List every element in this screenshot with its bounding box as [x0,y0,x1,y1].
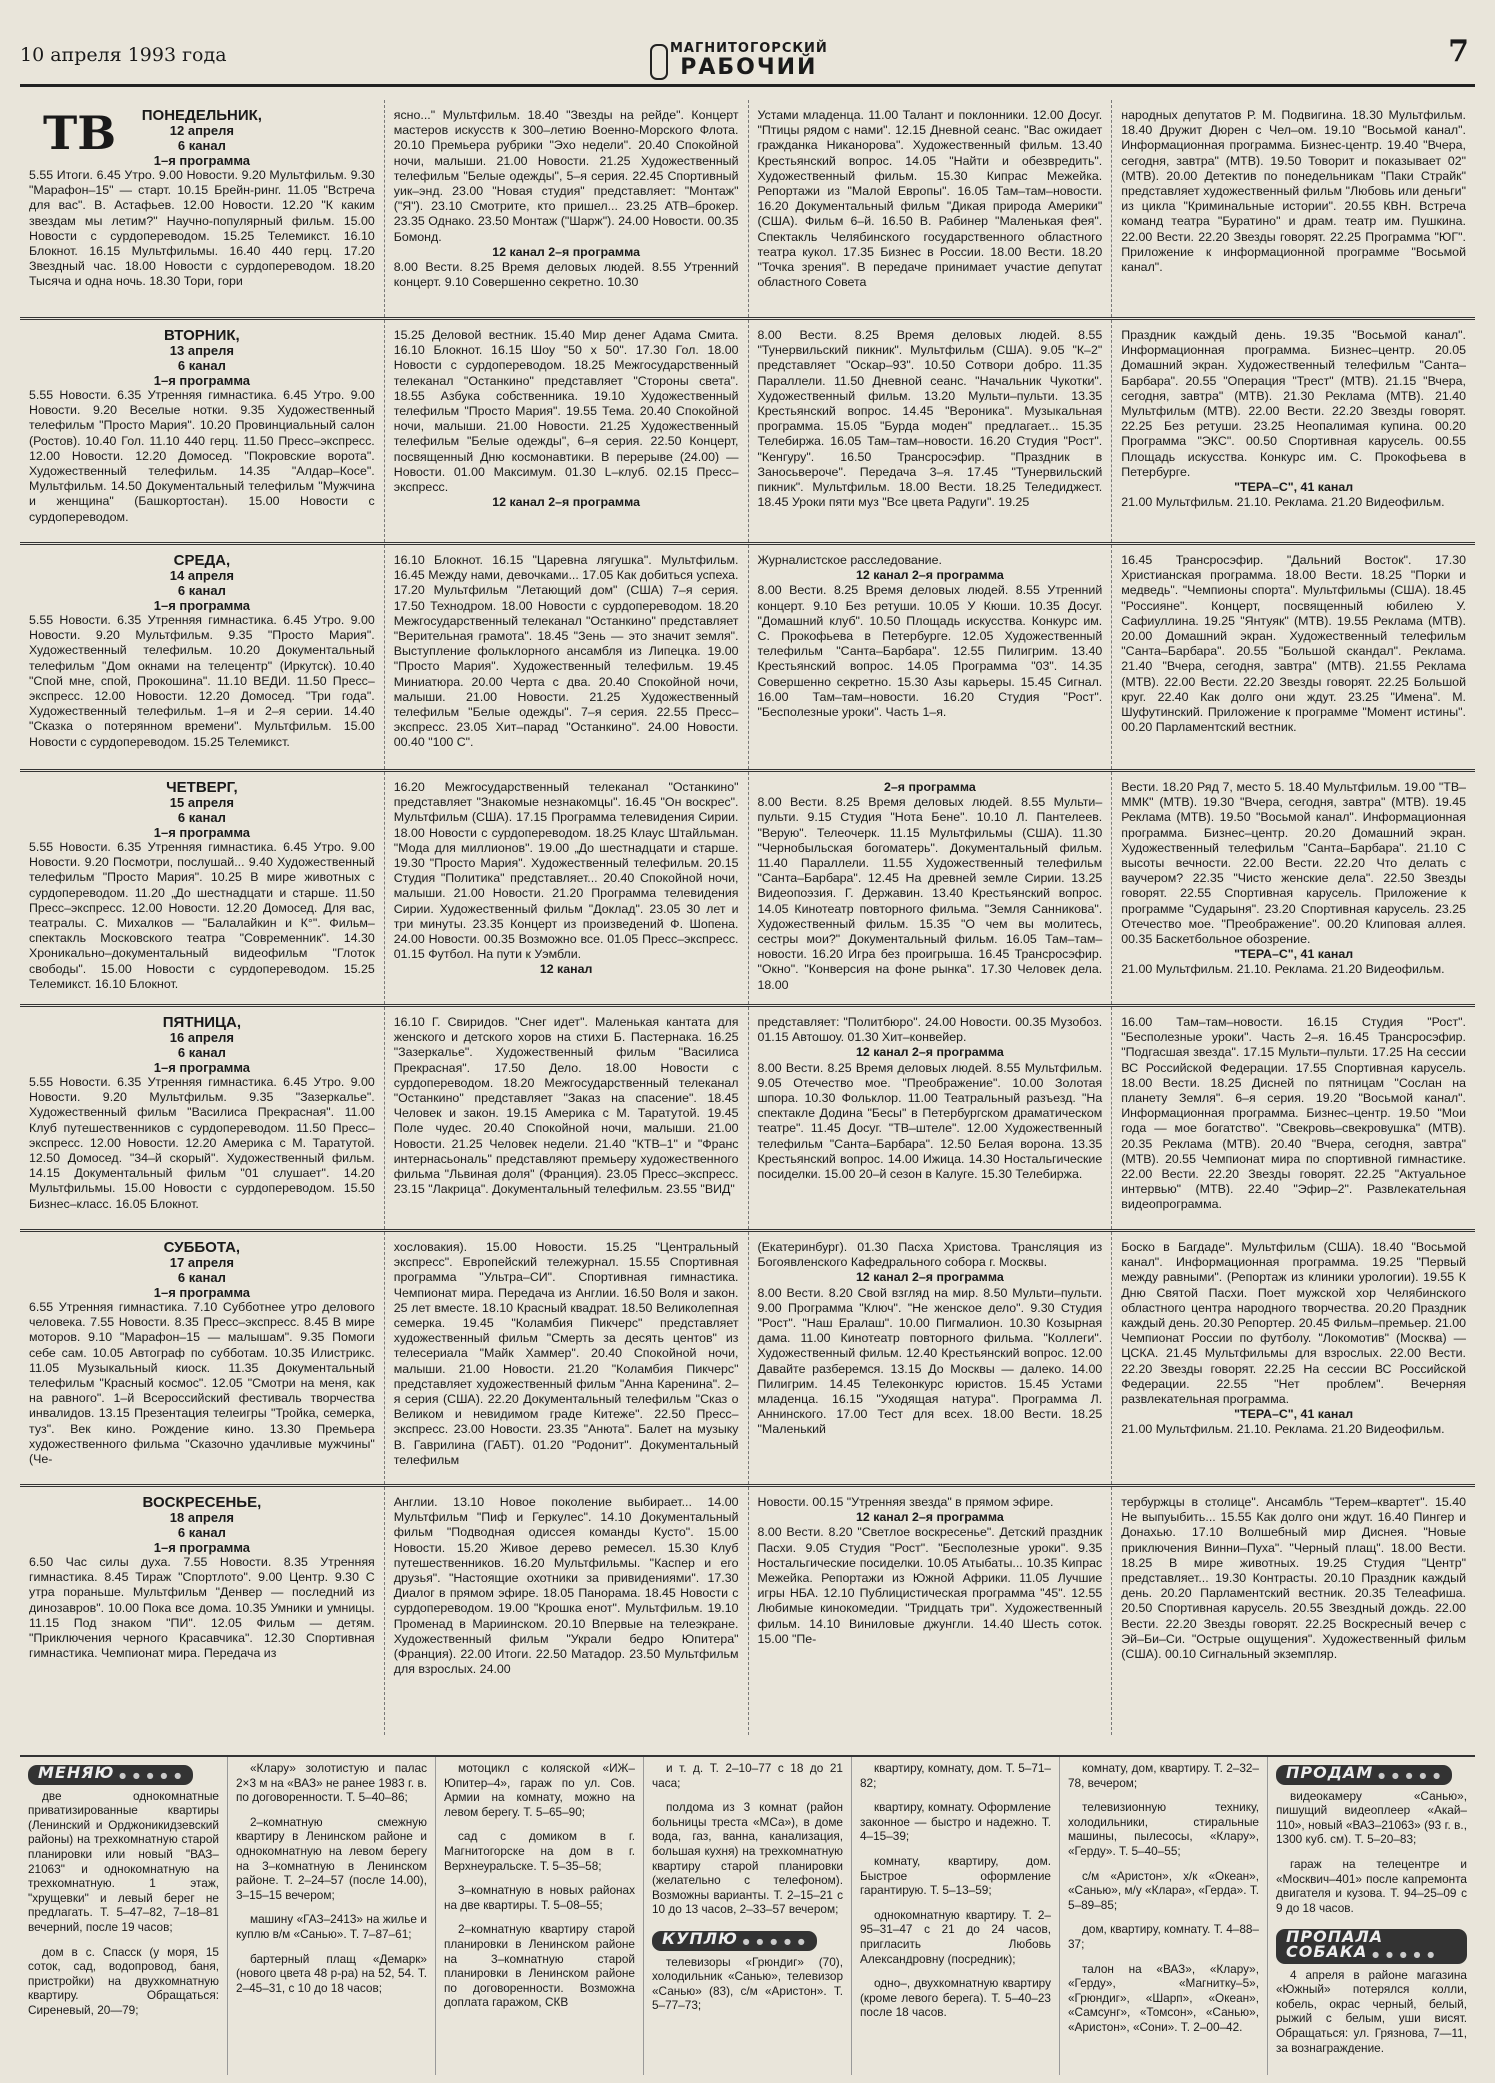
day-name: ВОСКРЕСЕНЬЕ, [142,1494,262,1511]
ad-item: талон на «ВАЗ», «Клару», «Герду», «Магнитку–5», «Грюндиг», «Шарп», «Океан», «Самсунг», «Томсон», «Санью», «Аристон», «Сони». Т. 2–00–42. [1068,1961,1259,2034]
channel-label: 6 канал [177,358,226,373]
schedule-text: Новости. 00.15 "Утренняя звезда" в прямом эфире. [757,1495,1054,1509]
day-name: ПЯТНИЦА, [162,1014,242,1031]
channel-label: 12 канал [539,962,593,977]
tv-column [748,1487,1112,1735]
newspaper-logo [670,42,828,80]
program-label: 1–я программа [153,1060,251,1075]
schedule-text: Англии. 13.10 Новое поколение выбирает... 14.00 Мультфильм "Пиф и Геркулес". 14.10 Документальный фильм "Подводная одиссея команды Кусто". 15.00 Новости. 15.20 Живое дерево ремесел. 15.30 Клуб путешественников. 16.20 Мультфильмы. "Каспер и его друзья". "Настоящие охотники за привидениями". 17.30 Диалог в прямом эфире. 18.05 Панорама. 18.45 Новости с сурдопереводом. 19.00 "Крошка енот". Мультфильм. 19.10 Променад в Мариинском. 20.10 Впервые на телеэкране. Художественный фильм "Украли бедро Юпитера" (Франция). 22.00 Итоги. 22.50 Матадор. 23.50 Мультфильм для взрослых. 24.00 [393,1495,739,1677]
ad-item: однокомнатную квартиру. Т. 2–95–31–47 с 21 до 24 часов, пригласить Любовь Александровну (посредник); [860,1907,1051,1966]
tv-column [20,1007,384,1229]
newspaper-logo-line1: МАГНИТОГОРСКИЙ [670,41,828,56]
schedule-text: 8.00 Вести. 8.20 Свой взгляд на мир. 8.50 Мульти–пульти. 9.00 Программа "Ключ". "Не женское дело". 9.30 Студия "Рост". "Наш Ералаш". 10.00 Пигмалион. 10.30 Козырная дама. 11.00 Кинотеатр повторного фильма. "Коллеги". Художественный фильм. 12.40 Крестьянский вопрос. 12.00 Давайте разберемся. 13.15 До Москвы — далеко. 14.00 Пилигрим. 14.45 Телеконкурс юристов. 15.45 Устами младенца. 16.15 "Уходящая натура". Программа Л. Аннинского. 17.00 Тест для всех. 18.00 Вести. 18.25 "Маленький [757,1285,1103,1437]
day-name: СРЕДА, [173,552,231,569]
ad-item: телевизионную технику, холодильники, стиральные машины, пылесосы, «Клару», «Герду». Т. 5–40–55; [1068,1800,1259,1858]
emblem-icon [650,44,668,80]
program-label: 12 канал 2–я программа [855,1510,1004,1525]
schedule-text: народных депутатов Р. М. Подвигина. 18.30 Мультфильм. 18.40 Дружит Дюрен с Чел–ом. 19.10 "Восьмой канал". Информационная программа. Бизнес-центр. 19.40 "Вчера, сегодня, завтра" (МТВ). 19.50 Товорит и показывает 02" (МТВ). 20.00 Детектив по понедельникам "Паки Страйк" представляет художественный фильм "Любовь или деньги" из цикла "Криминальные истории". 20.55 КВН. Встреча команд театра "Буратино" и драм. театр им. Пушкина. 22.00 Вести. 22.20 Звезды говорят. 22.25 Программа "ЮГ". Приложение к информационной программе "Восьмой канал". [1121,108,1466,275]
schedule-text: 5.55 Новости. 6.35 Утренняя гимнастика. 6.45 Утро. 9.00 Новости. 9.20 Веселые нотки. 9.35 Художественный телефильм "Просто Мария". 10.20 Провинциальный салон (Ростов). 10.40 Гол. 11.10 440 герц. 11.50 Пресс–экспресс. 12.00 Новости. 12.20 Домосед. "Покровские ворота". Художественный телефильм. 14.35 "Алдар–Косе". Мультфильм. 14.50 Документальный телефильм "Мужчина и женщина" (Башкортостан). 15.00 Новости с сурдопереводом. [29,388,375,524]
schedule-text: 5.55 Итоги. 6.45 Утро. 9.00 Новости. 9.20 Мультфильм. 9.30 "Марафон–15" — старт. 10.15 Брейн-ринг. 11.05 "Встреча для вас". В. Астафьев. 12.00 Новости. 12.20 "К каким звездам мы летим?" Научно-популярный фильм. 15.00 Новости с сурдопереводом. 15.25 Телемикст. 16.10 Блокнот. 16.15 Мультфильмы. 16.40 440 герц. 17.20 Звездный час. 18.00 Новости с сурдопереводом. 18.20 Тысяча и одна ночь. 18.30 Тори, гори [29,168,375,289]
schedule-text: 5.55 Новости. 6.35 Утренняя гимнастика. 6.45 Утро. 9.00 Новости. 9.20 Мультфильм. 9.35 "Просто Мария". Художественный телефильм. 10.20 Документальный телефильм "Дом окнами на телецентр" (Иркутск). 10.40 "Спой мне, спой, Прокошина". 11.10 ВЕДИ. 11.50 Пресс–экспресс. 12.00 Новости. 12.20 Домосед. "Три года". Художественный телефильм. 1–я и 2–я серии. 14.40 "Сказка о потерянном времени". Мультфильм. 15.00 Новости с сурдопереводом. 15.25 Телемикст. [29,613,375,749]
ad-item: дом в с. Спасск (у моря, 15 соток, сад, водопровод, баня, пристройки) на двухкомнатную квартиру. Обращаться: Сиреневый, 20—79; [28,1944,219,2017]
channel-label: 6 канал [177,1270,226,1285]
schedule-text: 16.00 Там–там–новости. 16.15 Студия "Рост". "Бесполезные уроки". Часть 2–я. 16.45 Трансросэфир. "Подгасшая звезда". 17.15 Мульти–пульти. 17.25 На сессии ВС Российской Федерации. 17.55 Спортивная карусель. 18.00 Вести. 18.25 Дисней по пятницам "Сослан на планету Земля". 6–я серия. 19.20 "Восьмой канал". Информационная программа. Бизнес–центр. 19.50 "Мои года — мое богатство". "Свекровь–свекровушка" (МТВ). 20.35 Реклама (МТВ). 20.40 "Вчера, сегодня, завтра" (МТВ). 20.55 Чемпионат мира по спортивной гимнастике. 22.00 Вести. 22.20 Звезды говорят. 22.25 "Актуальное интервью" (МТВ). 22.40 "Эфир–2". Развлекательная видеопрограмма. [1121,1015,1466,1212]
day-date: 15 апреля [169,795,234,810]
schedule-text: 16.45 Трансросэфир. "Дальний Восток". 17.30 Христианская программа. 18.00 Вести. 18.25 "Порки и медведь". "Чемпионы спорта". Мультфильмы (США). 18.45 "Россияне". Концерт, посвященный юбилею У. Сафиуллина. 19.25 "Янтуяк" (МТВ). 19.55 Реклама (МТВ). 20.00 Домашний экран. Художественный телефильм "Санта–Барбара". 20.55 "Большой скандал". Реклама. 21.40 "Вчера, сегодня, завтра" (МТВ). 21.55 Реклама (МТВ). 22.00 Вести. 22.20 Звезды говорят. 22.25 Большой круг. 22.40 Как долго они ждут. 23.25 "Имена". М. Шуфутинский. Приложение к программе "Момент истины". 00.20 Парламентский вестник. [1121,553,1466,735]
day-header [29,553,375,613]
schedule-text: хословакия). 15.00 Новости. 15.25 "Центральный экспресс". Европейский тележурнал. 15.55 Спортивная программа "Ультра–СИ". Спортивная гимнастика. Чемпионат мира. Передача из Англии. 16.50 Воля и закон. 25 лет вместе. 18.10 Красный квадрат. 18.50 Великолепная семерка. 19.45 "Коламбия Пикчерс" представляет художественный фильм "Смерть за десять центов" из телесериала "Майк Хаммер". 20.40 Спокойной ночи, малыши. 21.00 Новости. 21.20 "Коламбия Пикчерс" представляет художественный фильм "Анна Каренина". 2–я серия (США). 22.20 Документальный телефильм "Сказ о Великом и невидимом граде Китеже". 22.50 Пресс–экспресс. 23.00 Новости. 23.35 "Анюта". Балет на музыку В. Гаврилина (ГАБТ). 01.20 "Родонит". Документальный телефильм [393,1240,739,1467]
day-date: 18 апреля [169,1510,234,1525]
program-label: 1–я программа [153,825,251,840]
channel-label: 6 канал [177,1525,226,1540]
tv-day-thursday [20,772,1475,1007]
program-label: 1–я программа [153,1285,251,1300]
ad-item: 2–комнатную смежную квартиру в Ленинском районе и однокомнатную на левом берегу на 3–комнатную в Ленинском районе. Т. 2–24–57 (после 14.00), 3–15–15 вечером; [236,1814,427,1902]
tv-column [748,545,1112,769]
ad-item: одно–, двухкомнатную квартиру (кроме левого берега). Т. 5–40–23 после 18 часов. [860,1976,1051,2020]
program-label: 12 канал 2–я программа [492,244,640,259]
day-name: СУББОТА, [163,1239,241,1256]
ad-item: квартиру, комнату, дом. Т. 5–71–82; [860,1761,1051,1790]
schedule-text: 21.00 Мультфильм. 21.10. Реклама. 21.20 Видеофильм. [1121,495,1445,510]
tv-column [384,1007,748,1229]
day-name: ЧЕТВЕРГ, [166,779,238,796]
program-label: 1–я программа [153,1540,251,1555]
newspaper-logo-line2: РАБОЧИЙ [680,55,818,80]
day-date: 16 апреля [169,1030,234,1045]
ad-item: гараж на телецентре и «Москвич–401» после капремонта двигателя и кузова. Т. 94–25–09 с 9 до 18 часов. [1276,1856,1467,1915]
schedule-text: 8.00 Вести. 8.25 Время деловых людей. 8.55 "Тунервильский пикник". Мультфильм (США). 9.05 "К–2" представляет "Оскар–93". 10.50 Сотвори добро. 11.35 Параллели. 11.50 Дневной сеанс. "Начальник Чукотки". Художественный фильм. 13.20 Мульти–пульти. 13.35 Крестьянский вопрос. 14.45 "Вероника". Музыкальная программа. 15.05 "Бурда моден" предлагает... 15.35 Телебиржа. 16.05 Там–там–новости. 16.20 Студия "Рост". "Кенгуру". 16.50 Трансросэфир. "Праздник в Заносьвероче". Передача 3–я. 17.45 "Тунервильский пикник". Мультфильм. 18.00 Вести. 18.25 Теледиджест. 18.45 Уроки пяти муз "Все цвета Радуги". 19.25 [757,328,1103,510]
day-date: 17 апреля [169,1255,234,1270]
tv-column [748,320,1112,542]
channel-label: "ТЕРА–С", 41 канал [1234,1407,1354,1422]
tv-column [384,100,748,317]
ad-item: с/м «Аристон», х/к «Океан», «Санью», м/у «Клара», «Герда». Т. 5–89–85; [1068,1868,1259,1912]
schedule-text: 8.00 Вести. 8.25 Время деловых людей. 8.55 Утренний концерт. 9.10 Совершенно секретно. 10.30 [393,260,739,290]
schedule-text: 16.10 Г. Свиридов. "Снег идет". Маленькая кантата для женского и детского хоров на стихи Б. Пастернака. 16.25 "Зазеркалье". Художественный фильм "Василиса Прекрасная". 17.50 Дело. 18.00 Новости с сурдопереводом. 18.20 Межгосударственный телеканал "Останкино" представляет "Заказ на спасение". 18.45 Человек и закон. 19.15 Америка с М. Таратутой. 19.45 Поле чудес. 20.40 Спокойной ночи, малыши. 21.00 Новости. 21.25 Человек недели. 21.40 "КТВ–1" и "Франс интернасьональ" представляют премьеру художественного фильма "Львиная доля" (Франция). 23.05 Пресс–экспресс. 23.15 "Лакрица". Документальный телефильм. 23.55 "ВИД" [393,1015,739,1197]
tv-column [748,1007,1112,1229]
schedule-text: 16.20 Межгосударственный телеканал "Останкино" представляет "Знакомые незнакомцы". 16.45 "Он воскрес". Мультфильм (США). 17.15 Программа телевидения Сирии. 18.00 Новости с сурдопереводом. 18.25 Клаус Штайльман. "Мода для миллионов". 19.00 „До шестнадцати и старше. 19.30 "Просто Мария". Художественный телефильм. 20.15 Студия "Политика" представляет... 20.40 Спокойной ночи, малыши. 21.00 Новости. 21.20 Программа телевидения Сирии. Художественный фильм "Доклад". 23.05 30 лет и три минуты. 23.35 Концерт из произведений Ф. Шопена. 24.00 Новости. 00.35 Возможно все. 01.05 Пресс–экспресс. 01.15 Футбол. На пути к Уэмбли. [393,780,739,962]
tv-column [384,1232,748,1484]
tv-program-section [20,100,1475,1743]
tv-column [20,100,384,317]
rubric-change: МЕНЯЮ ● ● ● ● ● [28,1765,193,1785]
ad-column [20,1757,227,2075]
schedule-text: представляет: "Политбюро". 24.00 Новости. 00.35 Музобоз. 01.15 Автошоу. 01.30 Хит–конвейер. [757,1015,1103,1045]
schedule-text: 5.55 Новости. 6.35 Утренняя гимнастика. 6.45 Утро. 9.00 Новости. 9.20 Посмотри, послушай... 9.40 Художественный телефильм "Просто Мария". 10.25 В мире животных с сурдопереводом. 11.20 „До шестнадцати и старше. 11.50 Пресс–экспресс. 12.00 Новости. 12.20 Домосед. Для вас, театралы. С. Михалков — "Балалайкин и К°". Фильм–спектакль Московского театра "Современник". 14.30 Хроникально–документальный видеофильм "Глоток свободы". 15.00 Новости с сурдопереводом. 15.25 Телемикст. 16.10 Блокнот. [29,840,375,991]
day-header [29,108,375,168]
program-label: 2–я программа [883,780,976,794]
tv-day-saturday [20,1232,1475,1487]
schedule-text: ясно..." Мультфильм. 18.40 "Звезды на рейде". Концерт мастеров искусств к 300–летию Военно-Морского Флота. 20.10 Премьера рубрики "Эхо недели". 20.40 Спокойной ночи, малыши. 21.00 Новости. 21.25 Художественный телефильм "Белые одежды", 5–я серия. 22.45 Спортивный уик–энд. 23.00 "Новая студия" представляет: "Монтаж" ("Я"). 23.10 Смотрите, кто пришел... 23.25 АТВ–брокер. 23.35 Однако. 23.50 Монтаж ("Шарж"). 24.00 Новости. 00.35 Бомонд. [393,108,739,244]
ad-column [1267,1757,1475,2075]
tv-column [1111,100,1475,317]
schedule-text: 6.50 Час силы духа. 7.55 Новости. 8.35 Утренняя гимнастика. 8.45 Тираж "Спортлото". 9.00 Центр. 9.30 С утра пораньше. Мультфильм "Денвер — последний из динозавров". 10.00 Пока все дома. 10.35 Умники и умницы. 11.15 Под знаком "ПИ". 12.05 Фильм — детям. "Приключения черного Красавчика". 12.30 Спортивная гимнастика. Чемпионат мира. Передача из [29,1555,375,1661]
day-name: ПОНЕДЕЛЬНИК, [141,107,262,124]
schedule-text: Устами младенца. 11.00 Талант и поклонники. 12.00 Досуг. "Птицы рядом с нами". 12.15 Дневной сеанс. "Вас ожидает гражданка Никанорова". Художественный фильм. 13.40 Крестьянский вопрос. 14.05 "Найти и обезвредить". Художественный фильм. 15.30 Кипрас Межейка. Репортажи из "Малой Европы". 16.05 Там–там–новости. 16.20 Документальный фильм "Дикая природа Америки" (США). Фильм 6–й. 16.50 В. Рабинер "Маленькая фея". Спектакль Челябинского государственного областного театра кукол. 17.35 Бизнес в России. 18.00 Вести. 18.20 "Точка зрения". В передаче принимает участие депутат областного Совета [757,108,1103,290]
schedule-text: Вести. 18.20 Ряд 7, место 5. 18.40 Мультфильм. 19.00 "ТВ–ММК" (МТВ). 19.30 "Вчера, сегодня, завтра" (МТВ). 19.45 Реклама (МТВ). 19.50 "Восьмой канал". Информационная программа. Бизнес–центр. 20.20 Домашний экран. Художественный телефильм "Санта–Барбара". 21.10 С высоты вечности. 22.00 Вести. 22.20 Что делать с ваучером? 22.35 "Чисто женские дела". 22.50 Звезды говорят. 22.55 Спортивная карусель. Приложение к программе "Сударыня". 23.20 Спортивная карусель. 23.25 Отечество мое. "Преображение". 00.20 Клиповая аллея. 00.35 Баскетбольное обозрение. [1121,780,1466,947]
tv-column [20,772,384,1004]
channel-label: 6 канал [177,1045,226,1060]
tv-column [384,772,748,1004]
schedule-text: (Екатеринбург). 01.30 Пасха Христова. Трансляция из Богоявленского Кафедрального собора г. Москвы. [757,1240,1103,1270]
schedule-text: 6.55 Утренняя гимнастика. 7.10 Субботнее утро делового человека. 7.55 Новости. 8.35 Пресс–экспресс. 8.45 В мире моторов. 9.10 "Марафон–15 — малышам". 9.35 Помоги себе сам. 10.05 Автограф по субботам. 10.35 Илистрикс. 11.05 Музыкальный киоск. 11.35 Документальный телефильм "Красный космос". 12.05 "Смотри на меня, как на равного". 1–й Всероссийский фестиваль творчества инвалидов. 13.15 Презентация телеигры "Тройка, семерка, туз". Век кино. Рождение кино. 13.30 Премьера художественного фильма "Сказочно удачливые мужчины" (Че- [29,1300,375,1467]
day-header [29,780,375,840]
ad-column [851,1757,1059,2075]
ad-item: сад с домиком в г. Магнитогорске на дом в г. Верхнеуральске. Т. 5–35–58; [444,1829,635,1873]
tv-day-sunday [20,1487,1475,1735]
ad-item: и т. д. Т. 2–10–77 с 18 до 21 часа; [652,1761,843,1790]
ad-item: видеокамеру «Санью», пишущий видеоплеер «Акай–110», новый «ВАЗ–21063» (93 г. в., 1300 куб. см). Т. 5–20–83; [1276,1788,1467,1847]
schedule-text: Журналистское расследование. [757,553,942,567]
top-rule [20,84,1475,87]
ad-item: комнату, квартиру, дом. Быстрое оформление гарантирую. Т. 5–13–59; [860,1853,1051,1898]
schedule-text: 8.00 Вести. 8.25 Время деловых людей. 8.55 Утренний концерт. 9.10 Без ретуши. 10.05 У Кюши. 10.35 Досуг. "Домашний клуб". 10.50 Площадь искусства. Конкурс им. С. Прокофьева в Петербурге. 12.05 Художественный телефильм "Санта–Барбара". 12.55 Пилигрим. 13.40 Крестьянский вопрос. 14.05 Программа "03". 14.35 Совершенно секретно. 15.30 Азы карьеры. 15.45 Сигнал. 16.00 Там–там–новости. 16.20 Студия "Рост". "Бесполезные уроки". Часть 1–я. [757,583,1103,720]
ad-item: бартерный плащ «Демарк» (нового цвета 48 р-ра) на 52, 54. Т. 2–45–31, с 10 до 18 часов; [236,1951,427,1995]
schedule-text: 8.00 Вести. 8.25 Время деловых людей. 8.55 Мультфильм. 9.05 Отечество мое. "Преображение". 10.00 Золотая шпора. 10.30 Фольклор. 11.00 Театральный разъезд. "На спектакле Додина "Бесы" в Петербургском драматическом театре". 11.45 Досуг. "ТВ–штеле". 12.00 Художественный телефильм "Санта–Барбара". 12.50 Белая ворона. 13.35 Крестьянский вопрос. 14.00 Ижица. 14.30 Ностальгические посиделки. 15.00 20–й сезон в Калуге. 15.30 Телебиржа. [757,1060,1103,1182]
day-header [29,1015,375,1075]
tv-column [20,320,384,542]
tv-column [1111,1007,1475,1229]
tv-logo: ТВ [43,106,117,160]
tv-column [748,772,1112,1004]
tv-column [1111,1487,1475,1735]
rubric-lost-dog: ПРОПАЛА СОБАКА ● ● ● ● ● [1276,1929,1467,1963]
day-date: 13 апреля [169,343,234,358]
tv-column [384,545,748,769]
program-label: 1–я программа [153,153,251,168]
schedule-text: 8.00 Вести. 8.20 "Светлое воскресенье". Детский праздник Пасхи. 9.05 Студия "Рост". "Бесполезные уроки". 9.35 Ностальгические посиделки. 10.05 Атыбаты... 10.35 Кипрас Межейка. Репортажи из Южной Африки. 11.05 Лучшие игры НБА. 12.10 Публицистическая программа "45". 12.55 Любимые кинокомедии. "Тридцать три". Художественный фильм. 14.10 Виниловые джунгли. 14.40 Шесть соток. 15.00 "Пе- [757,1525,1103,1646]
ad-item: полдома из 3 комнат (район больницы треста «МСа»), в доме вода, газ, ванна, канализация, большая кухня) на трехкомнатную квартиру старой планировки (желательно с телефоном). Возможны варианты. Т. 2–15–21 с 10 до 13 часов, 2–33–57 вечером; [652,1800,843,1917]
tv-day-monday [20,100,1475,320]
rubric-sell: ПРОДАМ ● ● ● ● ● [1276,1765,1452,1785]
day-name: ВТОРНИК, [164,327,240,344]
ad-column [643,1757,851,2075]
rubric-buy: КУПЛЮ ● ● ● ● ● [652,1931,817,1951]
ad-item: телевизоры «Грюндиг» (70), холодильник «Санью», телевизор «Санью» (83), с/м «Аристон». Т. 5–77–73; [652,1954,843,2013]
tv-column [1111,320,1475,542]
ad-column [435,1757,643,2075]
schedule-text: Праздник каждый день. 19.35 "Восьмой канал". Информационная программа. Бизнес–центр. 20.05 Домашний экран. Художественный телефильм "Санта–Барбара". 20.55 "Операция "Трест" (МТВ). 21.15 "Вчера, сегодня, завтра" (МТВ). 21.30 Реклама (МТВ). 21.40 Мультфильм (МТВ). 22.00 Вести. 22.20 Звезды говорят. 22.25 Без ретуши. 23.25 Неопалимая купина. 00.20 Программа "ЭКС". 00.50 Спортивная карусель. 00.55 Площадь искусства. Конкурс им. С. Прокофьева в Петербурге. [1121,328,1466,479]
schedule-text: 21.00 Мультфильм. 21.10. Реклама. 21.20 Видеофильм. [1121,962,1445,977]
ad-item: квартиру, комнату. Оформление законное — быстро и надежно. Т. 4–15–39; [860,1800,1051,1844]
day-date: 12 апреля [169,123,234,138]
channel-label: 6 канал [177,138,226,153]
tv-column [1111,772,1475,1004]
program-label: 1–я программа [153,373,251,388]
day-header [29,1495,375,1555]
tv-column [384,1487,748,1735]
tv-column [20,1487,384,1735]
tv-column [20,545,384,769]
ad-item: «Клару» золотистую и палас 2×3 м на «ВАЗ» не ранее 1983 г. в. по договоренности. Т. 5–40–86; [236,1761,427,1805]
masthead [20,34,1475,82]
program-label: 12 канал 2–я программа [492,495,640,510]
channel-label: "ТЕРА–С", 41 канал [1234,947,1354,962]
ad-item: две однокомнатные приватизированные квартиры (Ленинский и Орджоникидзевский районы) на трехкомнатную старой планировки или новый "ВАЗ–21063" и однокомнатную на трехкомнатную. 1 этаж, "хрущевки" и левый берег не предлагать. Т. 5–47–82, 7–18–81 вечерний, после 19 часов; [28,1788,219,1934]
schedule-text: 5.55 Новости. 6.35 Утренняя гимнастика. 6.45 Утро. 9.00 Новости. 9.20 Мультфильм. 9.35 "Зазеркалье". Художественный фильм "Василиса Прекрасная". 11.00 Клуб путешественников с сурдопереводом. 11.50 Пресс–экспресс. 12.00 Новости. 12.20 Америка с М. Таратутой. 12.50 Домосед. "34–й скорый". Художественный фильм. 14.15 Документальный фильм "01 слушает". 14.20 Мультфильмы. 15.00 Новости с сурдопереводом. 15.50 Бизнес–класс. 16.05 Блокнот. [29,1075,375,1211]
tv-day-wednesday [20,545,1475,772]
tv-column [384,320,748,542]
program-label: 1–я программа [153,598,251,613]
ad-item: комнату, дом, квартиру. Т. 2–32–78, вечером; [1068,1761,1259,1790]
tv-column [1111,1232,1475,1484]
program-label: 12 канал 2–я программа [855,1270,1004,1285]
day-header [29,1240,375,1300]
ad-item: 2–комнатную квартиру старой планировки в Ленинском районе на 3–комнатную старой планировки в Ленинском районе по договоренности. Возможна доплата гаражом, СКВ [444,1922,635,2010]
tv-column [20,1232,384,1484]
schedule-text: 15.25 Деловой вестник. 15.40 Мир денег Адама Смита. 16.10 Блокнот. 16.15 Шоу "50 х 50". 17.30 Гол. 18.00 Новости с сурдопереводом. 18.25 Межгосударственный телеканал "Останкино" представляет "Стороны света". 18.55 Азбука собственника. 19.10 Художественный телефильм "Просто Мария". 19.55 Тема. 20.40 Спокойной ночи, малыши. 21.00 Новости. 21.25 Художественный телефильм "Белые одежды", 6–я серия. 22.50 Концерт, посвященный Дню космонавтики. В перерыве (24.00) — Новости. 01.00 Максимум. 01.30 L–клуб. 02.15 Пресс–экспресс. [393,328,739,495]
tv-column [1111,545,1475,769]
classifieds-section [20,1755,1475,2075]
tv-column [748,1232,1112,1484]
channel-label: 6 канал [177,810,226,825]
channel-label: "ТЕРА–С", 41 канал [1234,480,1354,495]
ad-item: 3–комнатную в новых районах на две квартиры. Т. 5–08–55; [444,1883,635,1912]
schedule-text: 21.00 Мультфильм. 21.10. Реклама. 21.20 Видеофильм. [1121,1422,1445,1437]
program-label: 12 канал 2–я программа [855,1045,1004,1060]
page-number: 7 [1448,34,1469,69]
program-label: 12 канал 2–я программа [855,568,1004,583]
schedule-text: тербуржцы в столице". Ансамбль "Терем–квартет". 15.40 Не выпуыбить... 15.55 Как долго они ждут. 16.40 Пингер и Донахью. 17.10 Волшебный мир Диснея. "Новые приключения Винни–Пуха". "Черный плащ". 18.00 Вести. 18.25 В мире животных. 19.25 Студия "Центр" представляет... 19.30 Контрасты. 20.10 Праздник каждый день. 20.20 Парламентский вестник. 20.35 Телеафиша. 20.50 Спортивная карусель. 20.55 Звездный дождь. 22.00 Вести. 22.20 Звезды говорят. 22.25 Воскресный вечер с Эй–Би–Си. "Острые ощущения". Художественный фильм (США). 00.10 Сигнальный экземпляр. [1121,1495,1466,1662]
schedule-text: 16.10 Блокнот. 16.15 "Царевна лягушка". Мультфильм. 16.45 Между нами, девочками... 17.05 Как добиться успеха. 17.20 Мультфильм "Летающий дом" (США) 7–я серия. 17.50 Технодром. 18.00 Новости с сурдопереводом. 18.20 Межгосударственный телеканал "Останкино" представляет "Верительная грамота". 18.45 "Зень — это значит земля". Выступление фольклорного ансамбля из Липецка. 19.00 "Просто Мария". Художественный телефильм. 19.45 Миниатюра. 20.00 Черта с два. 20.40 Спокойной ночи, малыши. 21.00 Новости. 21.25 Художественный телефильм "Белые одежды". 7–я серия. 22.55 Пресс–экспресс. 23.05 Хит–парад "Останкино". 24.00 Новости. 00.40 "100 С". [393,553,739,750]
channel-label: 6 канал [177,583,226,598]
ad-column [227,1757,435,2075]
ad-item: мотоцикл с коляской «ИЖ–Юпитер–4», гараж по ул. Сов. Армии на комнату, можно на левом берегу. Т. 5–65–90; [444,1761,635,1819]
day-date: 14 апреля [169,568,234,583]
schedule-text: Боско в Багдаде". Мультфильм (США). 18.40 "Восьмой канал". Информационная программа. 19.25 "Первый между равными". (Репортаж из клиники урологии). 19.55 К Дню Святой Пасхи. Поет мужской хор Челябинского областного центра народного творчества. 20.20 Праздник каждый день. 20.30 Репортер. 20.45 Фильм–премьер. 21.00 Чемпионат России по футболу. "Локомотив" (Москва) — ЦСКА. 21.45 Мультфильмы для взрослых. 22.00 Вести. 22.20 Звезды говорят. 22.25 На сессии ВС Российской Федерации. 22.55 "Нет проблем". Вечерняя развлекательная программа. [1121,1240,1466,1407]
tv-column [748,100,1112,317]
day-header [29,328,375,388]
issue-date: 10 апреля 1993 года [20,44,227,66]
schedule-text: 8.00 Вести. 8.25 Время деловых людей. 8.55 Мульти–пульти. 9.15 Студия "Нота Бене". 10.10 Л. Пантелеев. "Верую". Телеочерк. 11.15 Мультфильмы (США). 11.30 "Чернобыльская богоматерь". Документальный фильм. 11.40 Параллели. 11.55 Художественный телефильм "Санта–Барбара". 12.45 На древней земле Сирии. 13.25 Видеопоэзия. Г. Державин. 13.40 Крестьянский вопрос. 14.05 Кинотеатр повторного фильма. "Земля Санникова". Художественный фильм. 15.35 "О чем вы молитесь, сестры мои?" Документальный фильм. 16.05 Там–там–новости. 16.20 Игра без проигрыша. 16.45 Трансросэфир. "Окно". "Конверсия на фоне рынка". 17.30 Человек дела. 18.00 [757,795,1103,992]
tv-day-tuesday [20,320,1475,545]
ad-item: дом, квартиру, комнату. Т. 4–88–37; [1068,1922,1259,1951]
ad-item: 4 апреля в районе магазина «Южный» потерялся колли, кобель, окрас черный, белый, рыжий с белым, уши висят. Обращаться: ул. Грязнова, 7—11, за вознаграждение. [1276,1967,1467,2055]
tv-day-friday [20,1007,1475,1232]
ad-item: машину «ГАЗ–2413» на жилье и куплю в/м «Санью». Т. 7–87–61; [236,1912,427,1941]
ad-column [1059,1757,1267,2075]
